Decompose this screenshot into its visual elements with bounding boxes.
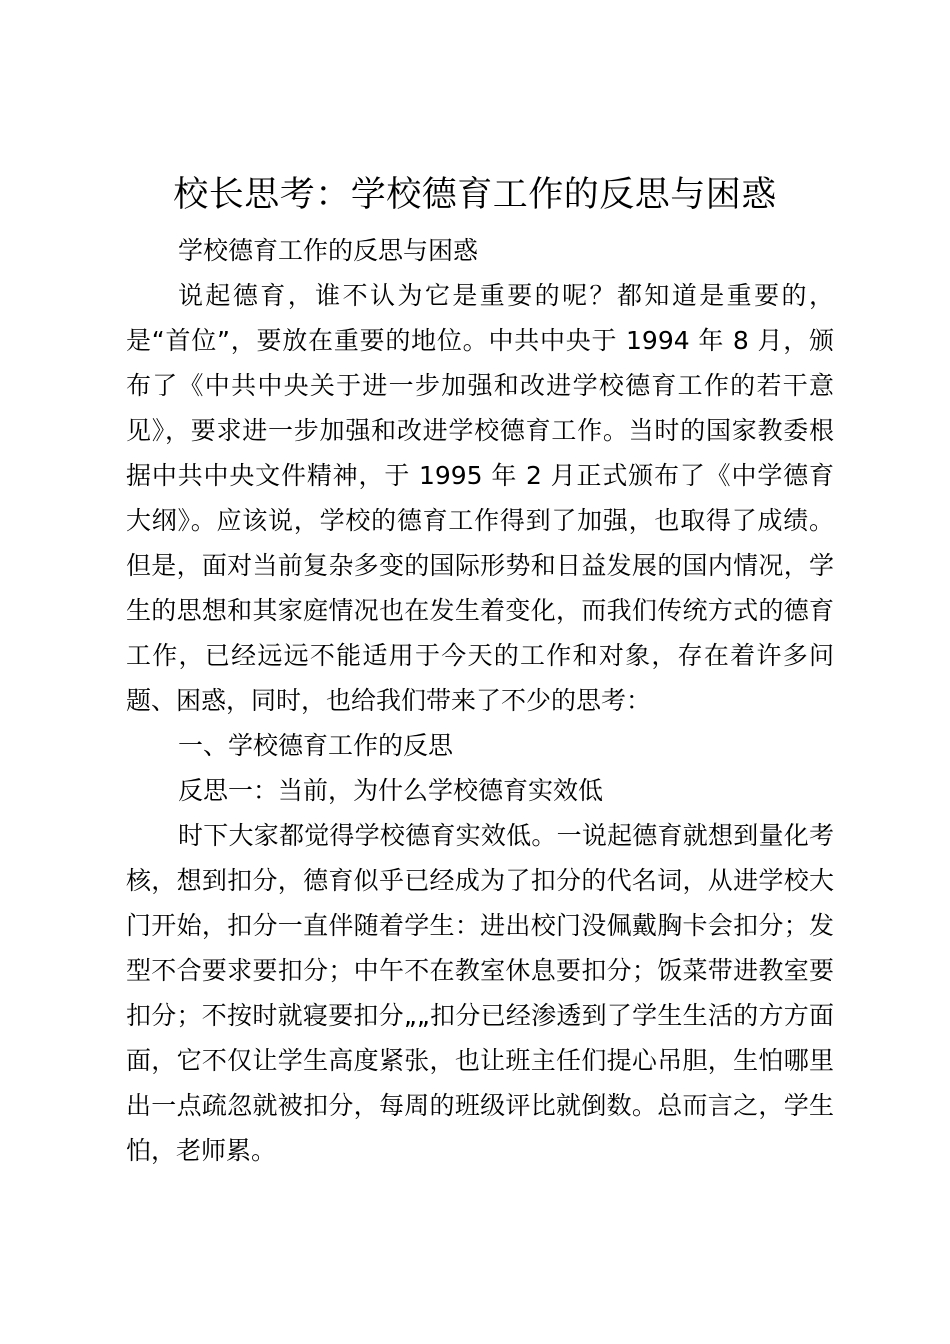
document-title: 校长思考：学校德育工作的反思与困惑 [173,175,777,215]
paragraph-subtitle: 学校德育工作的反思与困惑 [178,236,479,265]
subsection-heading: 反思一：当前，为什么学校德育实效低 [178,776,604,805]
document-body [126,228,834,1173]
paragraph-body: 时下大家都觉得学校德育实效低。一说起德育就想到量化考核，想到扣分，德育似乎已经成为了扣分的代名词，从进学校大门开始，扣分一直伴随着学生：进出校门没佩戴胸卡会扣分；发型不合要求要扣分；中午不在教室休息要扣分；饭菜带进教室要扣分；不按时就寝要扣分„„扣分已经渗透到了学生生活的方方面面，它不仅让学生高度紧张，也让班主任们提心吊胆，生怕哪里出一点疏忽就被扣分，每周的班级评比就倒数。总而言之，学生怕，老师累。 [126,821,834,1165]
section-heading: 一、学校德育工作的反思 [178,731,454,760]
paragraph-intro: 说起德育，谁不认为它是重要的呢？都知道是重要的，是“首位”，要放在重要的地位。中共中央于 1994 年 8 月，颁布了《中共中央关于进一步加强和改进学校德育工作的若干意见》，要求进一步加强和改进学校德育工作。当时的国家教委根据中共中央文件精神，于 1995 年 2 月正式颁布了《中学德育大纲》。应该说，学校的德育工作得到了加强，也取得了成绩。但是，面对当前复杂多变的国际形势和日益发展的国内情况，学生的思想和其家庭情况也在发生着变化，而我们传统方式的德育工作，已经远远不能适用于今天的工作和对象，存在着许多问题、困惑，同时，也给我们带来了不少的思考： [126,281,834,715]
